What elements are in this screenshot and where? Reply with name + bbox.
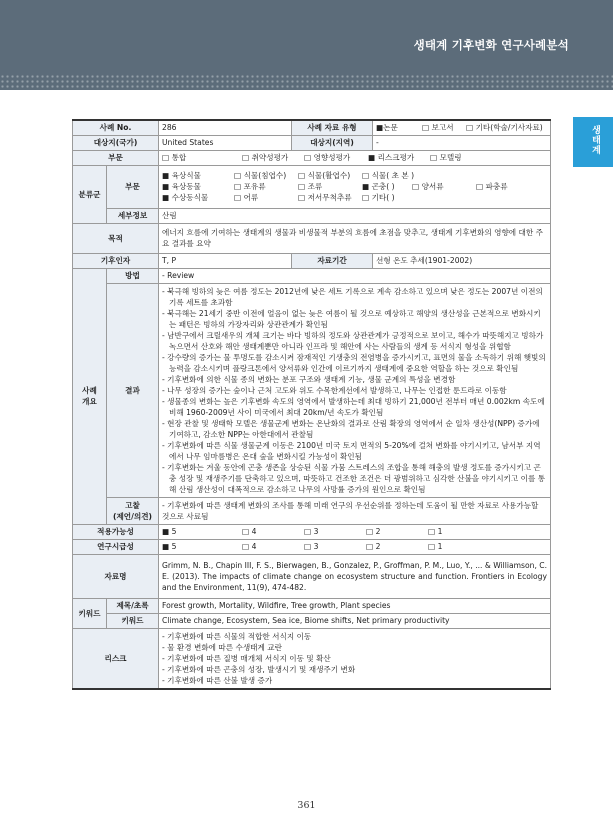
rating-option: □ 2 <box>366 527 381 536</box>
risk-item: - 기후변화에 따른 곤충의 성장, 발생시기 및 재생주기 변화 <box>162 664 356 674</box>
result-item: - 기후변화는 겨울 동안에 곤충 생존을 상승된 식물 가뭄 스트레스의 조합을 통해 해충의 발생 정도를 증가시키고 곤충 성장 및 재생주기를 단축하고 있으며, 따뜻하고 건조한 조건은 더 광범위하고 심각한 산불을 야기시키고 이를 통해 산림 생산성이 대폭적으로 감소하고 나무의 사망률 증가의 원인으로 확인됨 <box>162 462 546 494</box>
rating-option: □ 2 <box>366 542 381 551</box>
risk-item: - 기후변화에 따른 질병 매개체 서식지 이동 및 확산 <box>162 653 331 663</box>
detail-value: 산림 <box>159 208 551 223</box>
keywords-group-label: 키워드 <box>73 598 107 628</box>
sub-field-label: 부문 <box>107 165 159 208</box>
keywords-value: Climate change, Ecosystem, Sea ice, Biome shifts, Net primary productivity <box>159 613 551 628</box>
field-label: 부문 <box>73 150 159 165</box>
page-number: 361 <box>297 800 316 811</box>
result-item: - 강수량의 증가는 물 투명도를 감소시켜 잠재적인 기생충의 전염병을 증가시키고, 표면의 물을 소독하기 위해 햇빛의 능력을 감소시키며 플랑크톤에서 양서류와 인간에 이르기까지 생태계에 중요한 역할을 하는 것으로 확인됨 <box>162 352 546 373</box>
discussion-value: - 기후변화에 따른 생태계 변화의 조사를 통해 미래 연구의 우선순위를 정하는데 도움이 될 만한 자료로 사용가능할 것으로 사료됨 <box>159 497 551 524</box>
class-option: □ 어류 <box>234 193 259 202</box>
class-option: □ 파충류 <box>476 182 508 191</box>
class-option: □ 기타( ) <box>362 193 395 202</box>
result-item: - 나무 성장의 증가는 숲이나 근처 고도와 위도 수목한계선에서 발생하고, 나무는 인접한 툰드라로 이동함 <box>162 385 507 395</box>
title-keywords-value: Forest growth, Mortality, Wildfire, Tree growth, Plant species <box>159 598 551 613</box>
result-item: - 현장 관찰 및 생태학 모델은 생물군계 변화는 온난화의 결과로 산림 확장의 영역에서 순 일차 생산성(NPP) 증가에 기여하고, 감소한 NPP는 아한대에서 관찰됨 <box>162 418 540 439</box>
result-item: - 생물종의 변화는 높은 기후변화 속도의 영역에서 발생하는데 최대 빙하기 21,000년 전부터 매년 0.002km 속도에 비해 1960-2009년 사이 미국에서 최대 20km/년 속도가 확인됨 <box>162 396 545 417</box>
result-label: 결과 <box>107 283 159 497</box>
purpose-label: 목적 <box>73 223 159 253</box>
rating-option: □ 3 <box>304 527 319 536</box>
class-option: □ 식물(활엽수) <box>298 171 351 180</box>
class-option: ■ 육상식물 <box>162 171 201 180</box>
urgency-options <box>159 539 551 554</box>
classification-label: 분류군 <box>73 165 107 223</box>
country-label: 대상지(국가) <box>73 135 159 150</box>
keyword-label: 키워드 <box>107 613 159 628</box>
field-options <box>159 150 551 165</box>
region-value: - <box>373 135 551 150</box>
rating-option: □ 4 <box>242 542 257 551</box>
field-option: ■ 리스크평가 <box>368 153 415 162</box>
reference-value: Grimm, N. B., Chapin III, F. S., Bierwagen, B., Gonzalez, P., Groffman, P. M., Luo, Y., ... & Williamson, C. E. (2013). The impacts of climate change on ecosystem structure and function. Frontiers in Ecology and the Environment, 11(9), 474-482. <box>159 554 551 598</box>
class-option: ■ 곤충( ) <box>362 182 395 191</box>
result-value <box>159 283 551 497</box>
class-option: □ 식물(침엽수) <box>234 171 287 180</box>
result-item: - 기후변화에 따른 식물 생물군계 이동은 2100년 미국 토지 면적의 5-20%에 걸쳐 변화를 야기시키고, 남서부 지역에서 나무 임마름병은 온대 숲을 변화시킬 가능성이 확인됨 <box>162 440 541 461</box>
method-label: 방법 <box>107 268 159 283</box>
risk-item: - 물 환경 변화에 따른 수생태계 교란 <box>162 642 282 652</box>
applicability-label: 적용가능성 <box>73 524 159 539</box>
rating-option: □ 1 <box>428 542 443 551</box>
field-option: □ 모델링 <box>430 153 462 162</box>
urgency-label: 연구시급성 <box>73 539 159 554</box>
risks-list <box>162 631 547 686</box>
rating-option: □ 4 <box>242 527 257 536</box>
risk-value <box>159 628 551 689</box>
result-item: - 기후변화에 의한 식물 종의 변화는 분포 구조와 생태계 기능, 생물 군계의 특성을 변경함 <box>162 374 456 384</box>
results-list <box>162 286 547 495</box>
risk-item: - 기후변화에 따른 산불 발생 증가 <box>162 675 273 685</box>
period-value: 선형 온도 추세(1901-2002) <box>373 253 551 268</box>
discussion-label: 고찰 (제언/의견) <box>107 497 159 524</box>
title-abstract-label: 제목/초록 <box>107 598 159 613</box>
rating-option: ■ 5 <box>162 542 177 551</box>
climate-factor-label: 기후인자 <box>73 253 159 268</box>
climate-factor-value: T, P <box>159 253 292 268</box>
result-item: - 북극해 빙하의 늦은 여름 정도는 2012년에 낮은 세트 기록으로 계속 감소하고 있으며 낮은 정도는 2007년 이전의 기록 세트를 초과함 <box>162 286 543 307</box>
option-report: □ 보고서 <box>422 123 454 133</box>
result-item: - 북극해는 21세기 중반 이전에 얼음이 없는 늦은 여름이 될 것으로 예상하고 해양의 생산성을 근본적으로 변화시키는 패턴은 빙하의 가장자리와 상관관계가 확인됨 <box>162 308 541 329</box>
case-type-options <box>373 120 551 135</box>
rating-option: □ 1 <box>428 527 443 536</box>
option-paper: ■논문 <box>376 123 398 133</box>
reference-label: 자료명 <box>73 554 159 598</box>
class-option: ■ 수상동식물 <box>162 193 209 202</box>
page-header <box>0 0 613 90</box>
country-value: United States <box>159 135 292 150</box>
rating-option: ■ 5 <box>162 527 177 536</box>
class-option: □ 식물( 초 본 ) <box>362 171 415 180</box>
detail-label: 세부정보 <box>107 208 159 223</box>
field-option: □ 영향성평가 <box>304 153 351 162</box>
case-type-label: 사례 자료 유형 <box>292 120 373 135</box>
region-label: 대상지(지역) <box>292 135 373 150</box>
section-tab <box>573 117 613 167</box>
risk-item: - 기후변화에 따른 식물의 적합한 서식지 이동 <box>162 631 312 641</box>
section-tab-label: 생태계 <box>590 125 600 155</box>
applicability-options <box>159 524 551 539</box>
running-title: 생태계 기후변화 연구사례분석 <box>413 38 569 52</box>
classification-options <box>159 165 551 208</box>
class-option: □ 포유류 <box>234 182 266 191</box>
class-option: ■ 육상동물 <box>162 182 201 191</box>
purpose-value: 에너지 흐름에 기여하는 생태계의 생물과 비생물적 부분의 흐름에 초점을 맞추고, 생태계 기후변화의 영향에 대한 주요 결과를 요약 <box>159 223 551 253</box>
case-table <box>72 119 551 690</box>
risk-label: 리스크 <box>73 628 159 689</box>
field-option: □ 통합 <box>162 153 187 162</box>
header-dot-pattern <box>0 74 613 90</box>
method-value: - Review <box>159 268 551 283</box>
rating-option: □ 3 <box>304 542 319 551</box>
case-summary-label: 사례 개요 <box>73 268 107 524</box>
class-option: □ 양서류 <box>412 182 444 191</box>
case-no-label: 사례 No. <box>73 120 159 135</box>
option-other: □ 기타(학술/기사자료) <box>466 123 543 133</box>
result-item: - 남반구에서 크릴새우의 개체 크기는 바다 빙하의 정도와 상관관계가 긍정적으로 보이고, 해수가 따뜻해지고 빙하가 녹으면서 산호와 해안 생태계뿐만 아니라 인프라 및 해안에 사는 사람들의 생계 등 서식지 형성을 위협함 <box>162 330 544 351</box>
class-option: □ 조류 <box>298 182 323 191</box>
case-no-value: 286 <box>159 120 292 135</box>
period-label: 자료기간 <box>292 253 373 268</box>
class-option: □ 저서무척추류 <box>298 193 352 202</box>
field-option: □ 취약성평가 <box>242 153 289 162</box>
